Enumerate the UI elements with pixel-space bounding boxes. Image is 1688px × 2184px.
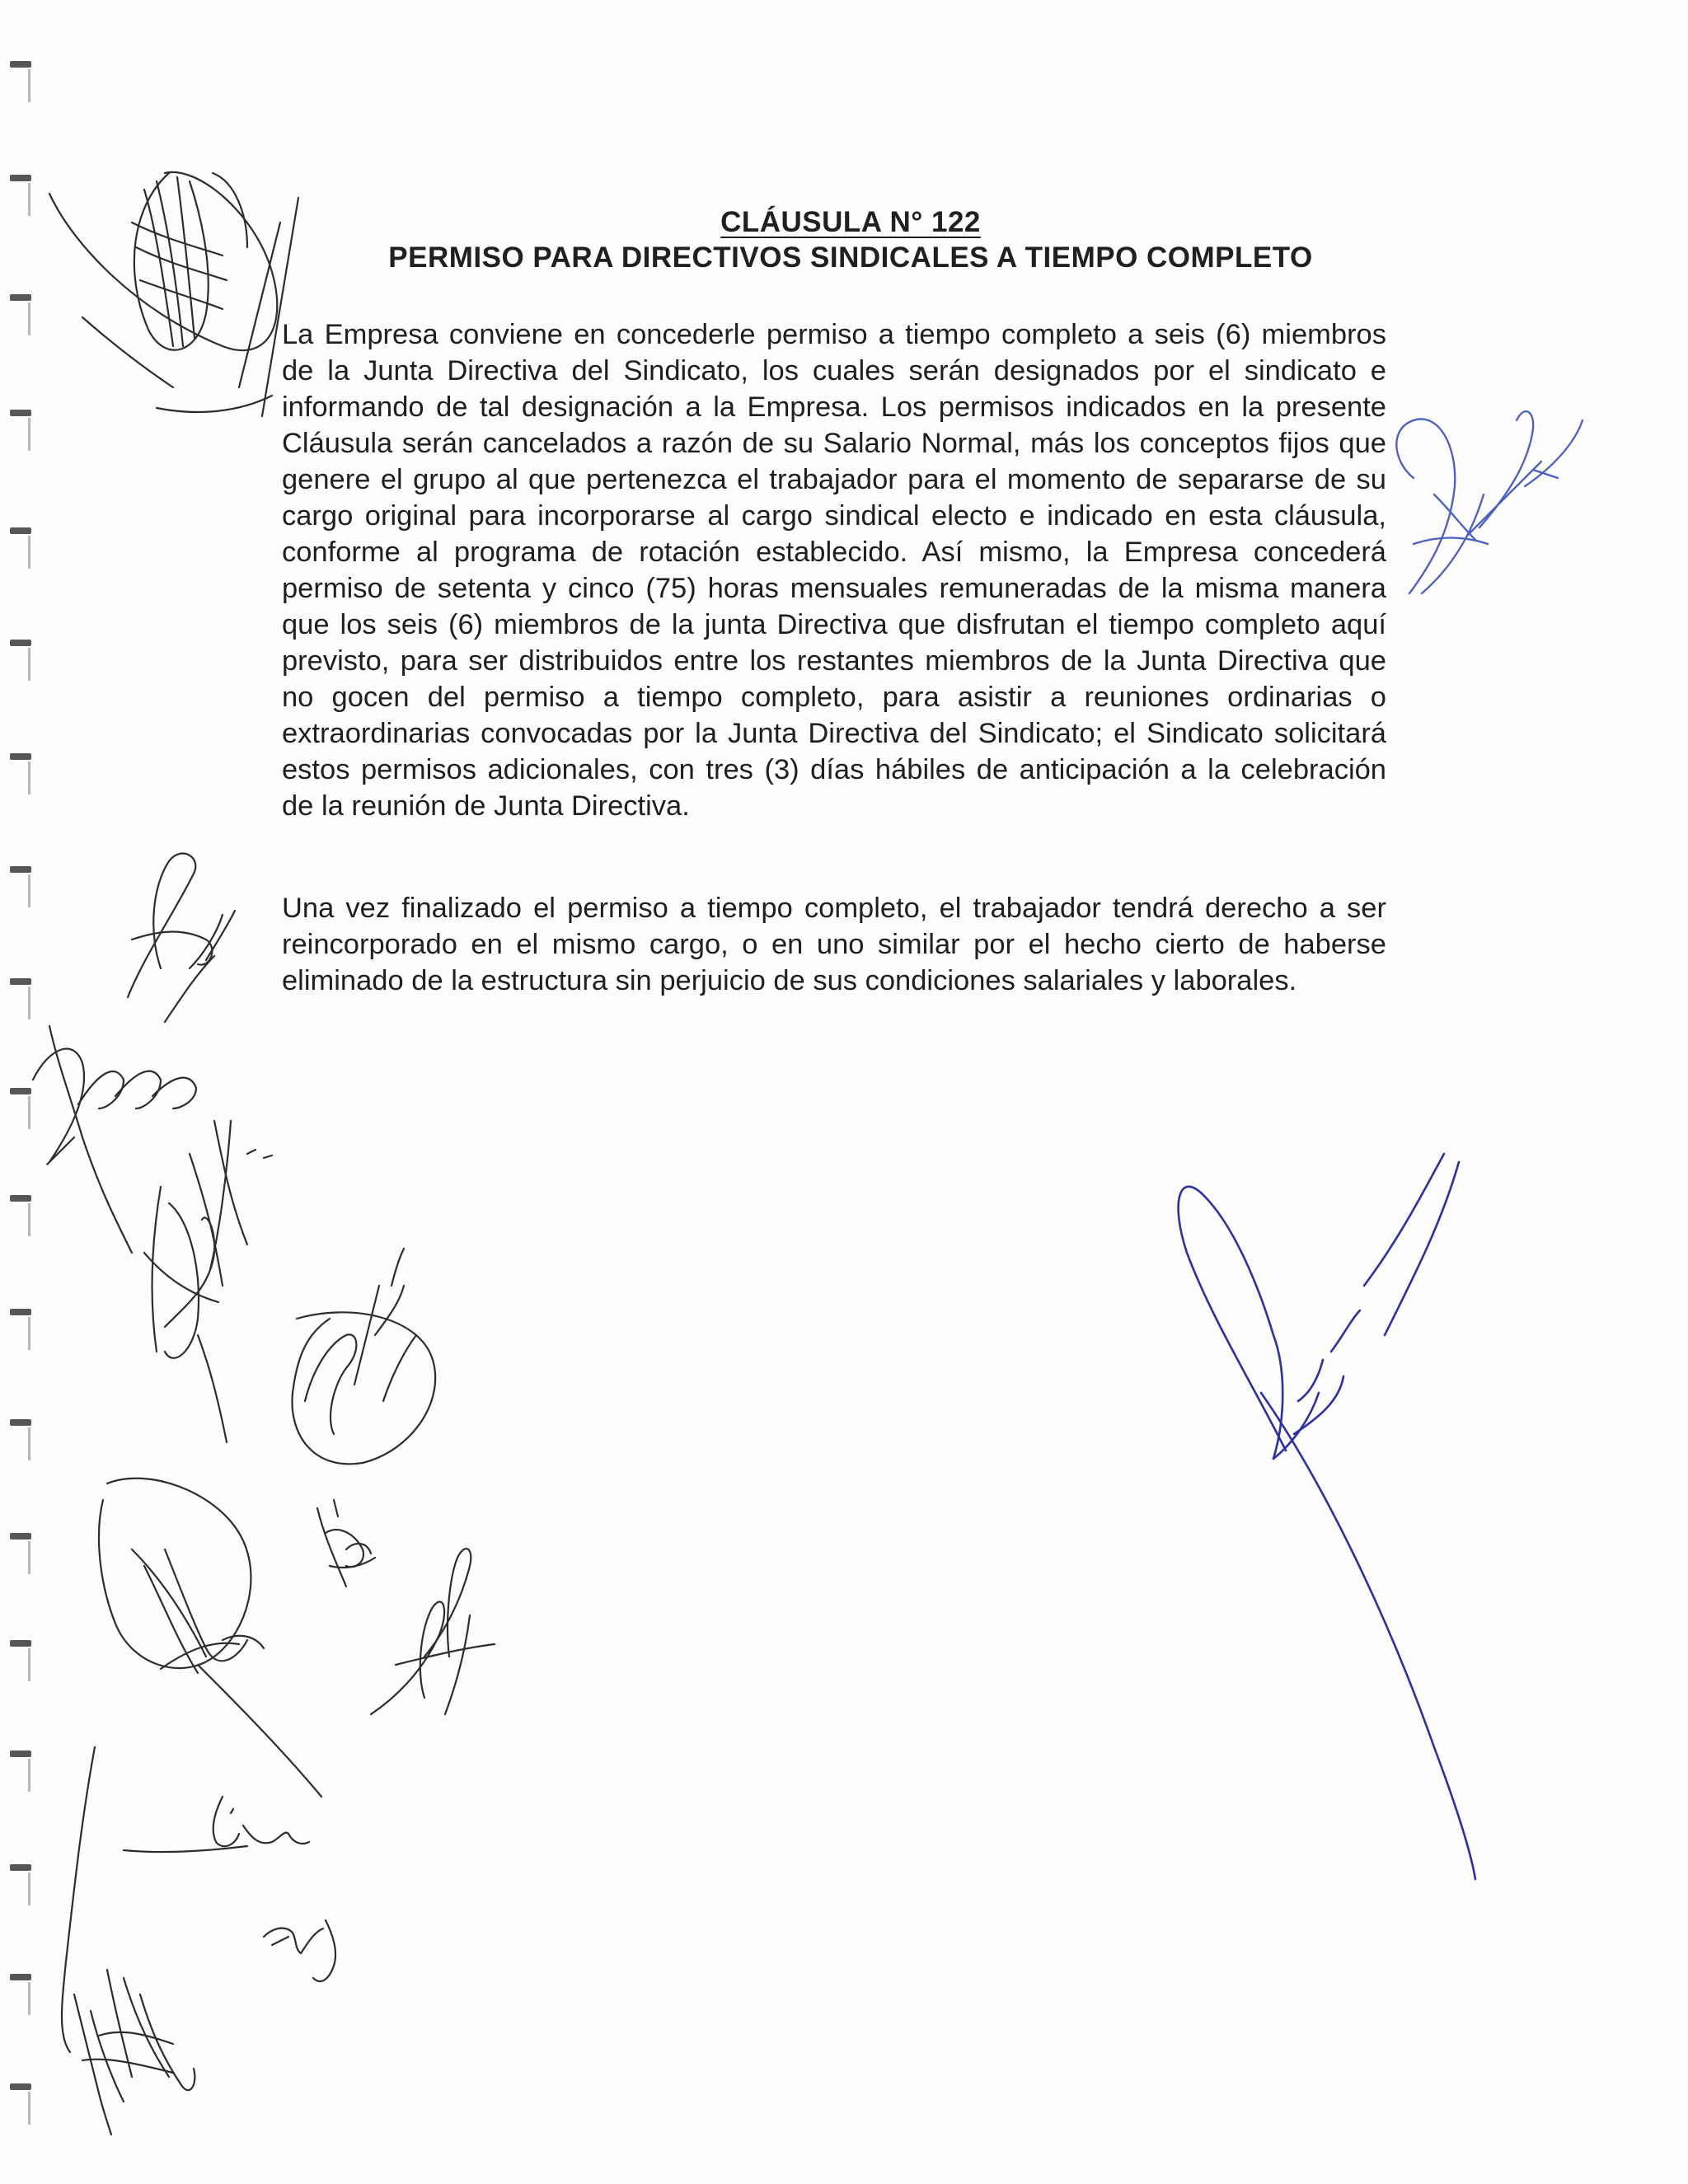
handwritten-signature bbox=[99, 1479, 321, 1797]
handwritten-signature bbox=[317, 1500, 375, 1586]
handwritten-signature bbox=[292, 1249, 435, 1464]
binder-mark bbox=[10, 1533, 31, 1541]
body-paragraph-2: Una vez finalizado el permiso a tiempo completo, el trabajador tendrá derecho a ser reincorporado en el mismo cargo, o en uno similar por el hecho cierto de haberse eliminado de la estructura sin perjuicio de sus condiciones salariales y laborales. bbox=[282, 893, 1386, 996]
handwritten-signature bbox=[1396, 411, 1582, 593]
binder-mark bbox=[10, 410, 31, 418]
handwritten-signature bbox=[1179, 1154, 1475, 1879]
binder-mark bbox=[10, 1640, 31, 1648]
handwritten-signature bbox=[74, 1970, 195, 2135]
handwritten-signature bbox=[128, 854, 235, 1022]
binder-mark bbox=[10, 978, 31, 987]
binder-mark bbox=[10, 640, 31, 648]
binder-mark bbox=[10, 294, 31, 302]
binder-mark bbox=[10, 527, 31, 536]
handwritten-signature bbox=[62, 1747, 309, 2052]
binder-mark bbox=[10, 1309, 31, 1317]
binder-mark bbox=[10, 61, 31, 69]
binder-mark bbox=[10, 753, 31, 762]
binder-mark bbox=[10, 1419, 31, 1427]
binder-mark bbox=[10, 1864, 31, 1872]
binder-mark bbox=[10, 175, 31, 183]
binder-mark bbox=[10, 1974, 31, 1982]
binder-mark bbox=[10, 1195, 31, 1203]
handwritten-signature bbox=[371, 1549, 495, 1714]
handwritten-signature bbox=[33, 1026, 196, 1253]
binder-mark bbox=[10, 2083, 31, 2092]
clause-number-heading: CLÁUSULA N° 122 bbox=[720, 206, 981, 238]
handwritten-signature bbox=[144, 1121, 272, 1442]
body-paragraph-1: La Empresa conviene en concederle permiso a tiempo completo a seis (6) miembros de la Junta Directiva del Sindicato, los cuales serán designados por el sindicato e informando de tal designación a la Empresa. Los permisos indicados en la presente Cláusula serán cancelados a razón de su Salario Normal, más los conceptos fijos que genere el grupo al que pertenezca el trabajador para el momento de separarse de su cargo original para incorporarse al cargo sindical electo e indicado en esta cláusula, conforme al programa de rotación establecido. Así mismo, la Empresa concederá permiso de setenta y cinco (75) horas mensuales remuneradas de la misma manera que los seis (6) miembros de la junta Directiva que disfrutan el tiempo completo aquí previsto, para ser distribuidos entre los restantes miembros de la Junta Directiva que no gocen del permiso a tiempo completo, para asistir a reuniones ordinarias o extraordinarias convocadas por la Junta Directiva del Sindicato; el Sindicato solicitará estos permisos adicionales, con tres (3) días hábiles de anticipación a la celebración de la reunión de Junta Directiva. bbox=[282, 319, 1386, 822]
clause-title-heading: PERMISO PARA DIRECTIVOS SINDICALES A TIEMPO COMPLETO bbox=[388, 241, 1313, 274]
binder-mark bbox=[10, 1088, 31, 1096]
handwritten-signature bbox=[264, 1920, 335, 1981]
binder-mark bbox=[10, 1750, 31, 1759]
binder-mark bbox=[10, 866, 31, 874]
